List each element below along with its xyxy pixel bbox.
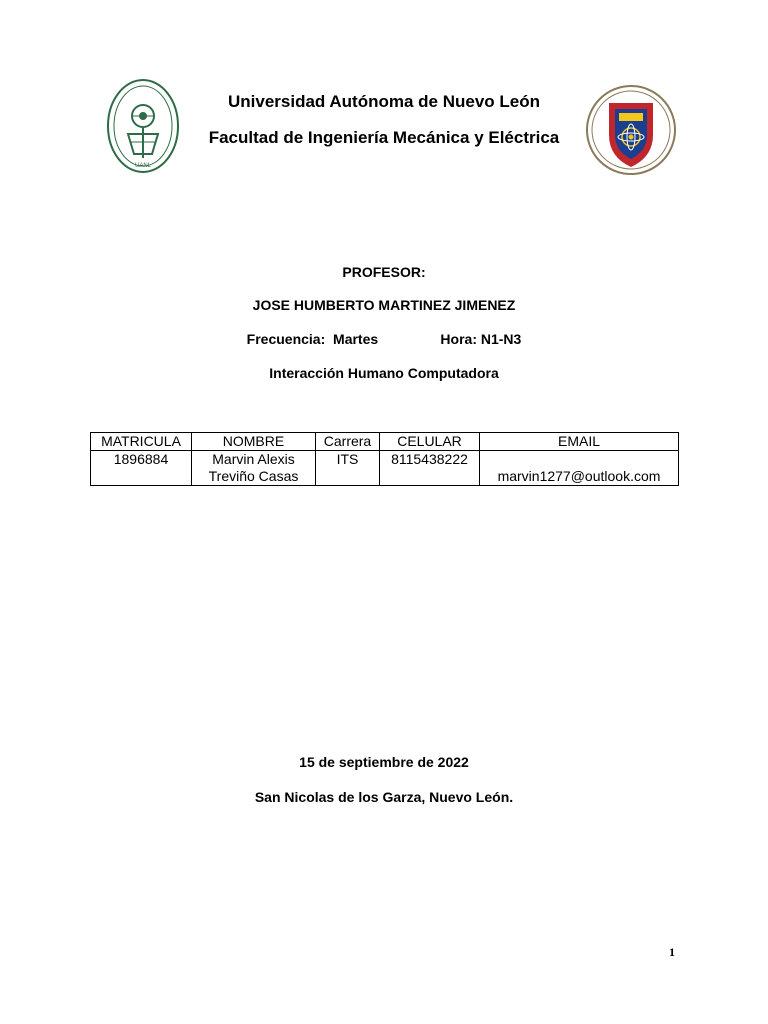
- student-table: [90, 432, 679, 486]
- document-date: 15 de septiembre de 2022: [299, 754, 469, 770]
- cell-matricula: 1896884: [91, 451, 192, 486]
- professor-label: PROFESOR:: [342, 264, 426, 280]
- schedule-line: Frecuencia: Martes Hora: N1-N3: [246, 331, 522, 347]
- cell-nombre: [192, 451, 316, 486]
- column-header-nombre: NOMBRE: [192, 433, 316, 451]
- hour-label: Hora: [440, 331, 473, 347]
- column-header-email: EMAIL: [480, 433, 679, 451]
- column-header-carrera: Carrera: [316, 433, 380, 451]
- uanl-seal-icon: [585, 83, 677, 177]
- nombre-line-1: Marvin Alexis: [212, 451, 295, 467]
- cell-carrera: ITS: [316, 451, 380, 486]
- frequency-value: Martes: [333, 331, 379, 347]
- cell-email[interactable]: marvin1277@outlook.com: [480, 451, 679, 486]
- hour-value: N1-N3: [480, 331, 522, 347]
- document-place: San Nicolas de los Garza, Nuevo León.: [254, 789, 514, 805]
- nombre-line-2: Treviño Casas: [208, 468, 299, 484]
- cell-celular: 8115438222: [380, 451, 480, 486]
- course-name: Interacción Humano Computadora: [269, 365, 499, 381]
- professor-name: JOSE HUMBERTO MARTINEZ JIMENEZ: [252, 297, 516, 313]
- table-header-row: [91, 433, 679, 451]
- page-number: 1: [669, 945, 675, 959]
- table-row: [91, 451, 679, 486]
- university-name: Universidad Autónoma de Nuevo León: [227, 92, 541, 111]
- column-header-matricula: MATRICULA: [91, 433, 192, 451]
- faculty-name: Facultad de Ingeniería Mecánica y Eléctrica: [208, 128, 560, 147]
- svg-text:UANL: UANL: [134, 163, 152, 169]
- column-header-celular: CELULAR: [380, 433, 480, 451]
- frequency-label: Frecuencia:: [246, 331, 326, 347]
